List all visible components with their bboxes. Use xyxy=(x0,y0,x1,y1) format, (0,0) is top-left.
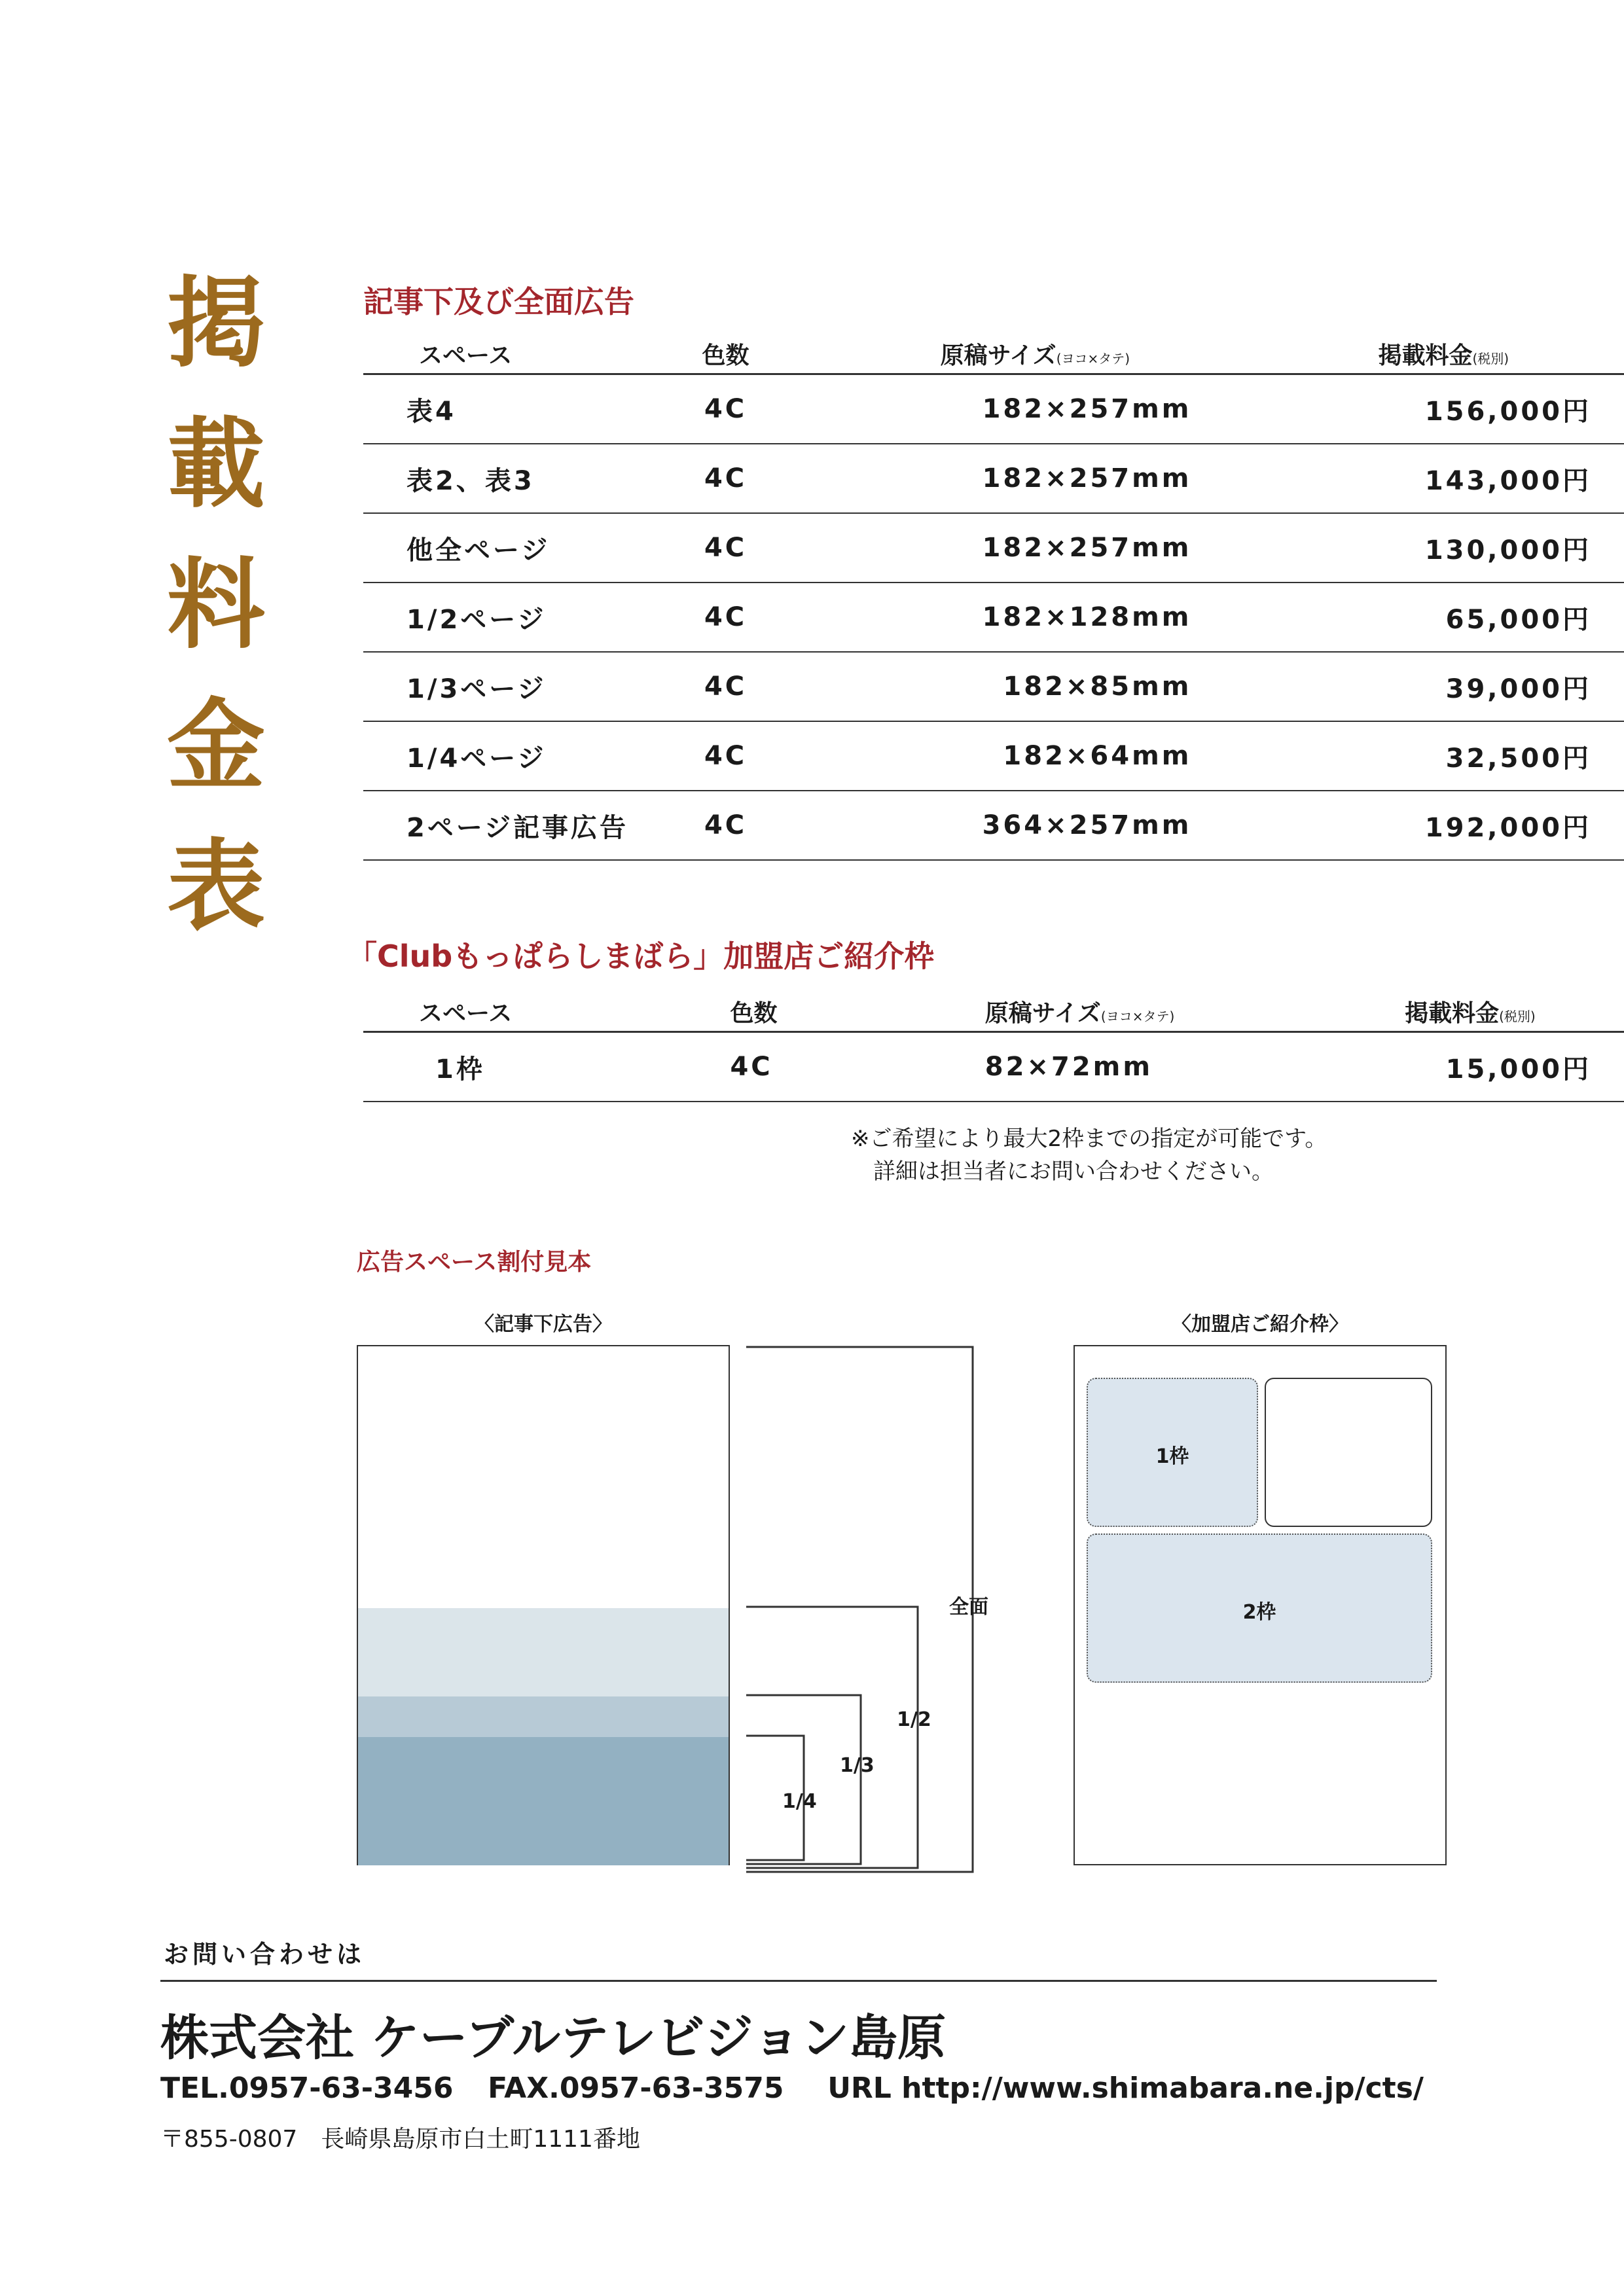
cell-color: 4C xyxy=(672,374,780,444)
table-row xyxy=(363,513,1624,583)
vertical-title xyxy=(151,267,281,978)
label-full: 全面 xyxy=(949,1596,988,1619)
cell-price: 156,000円 xyxy=(1208,374,1624,444)
rates-table-2 xyxy=(363,992,1624,1102)
cell-space: 1枠 xyxy=(363,1032,605,1102)
rates-table-1 xyxy=(363,334,1624,861)
right-caption: 〈加盟店ご紹介枠〉 xyxy=(1172,1313,1348,1336)
slot-1-label: 1枠 xyxy=(1155,1445,1189,1468)
cell-color: 4C xyxy=(672,444,780,513)
cell-size: 82×72mm xyxy=(825,1032,1235,1102)
cell-color: 4C xyxy=(672,791,780,860)
cell-size: 182×64mm xyxy=(780,721,1208,791)
divider xyxy=(160,1980,1437,1982)
cell-price: 65,000円 xyxy=(1208,583,1624,652)
table-row xyxy=(363,1032,1624,1102)
cell-price: 39,000円 xyxy=(1208,652,1624,721)
bracket-lines xyxy=(746,1342,982,1878)
header-price: 掲載料金(税別) xyxy=(1378,342,1509,369)
cell-size: 182×257mm xyxy=(780,513,1208,583)
section2-title: 「Clubもっぱらしまばら」加盟店ご紹介枠 xyxy=(347,939,935,974)
note-line: 詳細は担当者にお問い合わせください。 xyxy=(873,1158,1274,1185)
company-name: 株式会社 ケーブルテレビジョン島原 xyxy=(160,2010,947,2066)
cell-space: 1/2ページ xyxy=(363,583,672,652)
page-diagram xyxy=(357,1345,730,1865)
cell-size: 182×257mm xyxy=(780,444,1208,513)
contact-label: お問い合わせは xyxy=(164,1940,366,1969)
cell-color: 4C xyxy=(672,513,780,583)
cell-space: 1/3ページ xyxy=(363,652,672,721)
header-color: 色数 xyxy=(730,999,778,1027)
label-third: 1/3 xyxy=(840,1754,875,1777)
header-space: スペース xyxy=(419,342,513,369)
header-size: 原稿サイズ(ヨコ×タテ) xyxy=(984,999,1175,1027)
table-row xyxy=(363,374,1624,444)
diagram-title: 広告スペース割付見本 xyxy=(357,1249,592,1276)
header-size: 原稿サイズ(ヨコ×タテ) xyxy=(940,342,1130,369)
url-link[interactable]: URL http://www.shimabara.ne.jp/cts/ xyxy=(827,2072,1424,2105)
table-row xyxy=(363,652,1624,721)
cell-color: 4C xyxy=(605,1032,824,1102)
cell-space: 他全ページ xyxy=(363,513,672,583)
cell-size: 182×85mm xyxy=(780,652,1208,721)
title-char: 表 xyxy=(166,830,265,944)
note-line: ※ご希望により最大2枠までの指定が可能です。 xyxy=(851,1126,1327,1152)
member-slot-diagram xyxy=(1074,1345,1447,1865)
table-row xyxy=(363,583,1624,652)
cell-price: 130,000円 xyxy=(1208,513,1624,583)
header-space: スペース xyxy=(419,999,513,1027)
cell-price: 32,500円 xyxy=(1208,721,1624,791)
table-row xyxy=(363,721,1624,791)
section1-title: 記事下及び全面広告 xyxy=(363,284,634,319)
cell-size: 364×257mm xyxy=(780,791,1208,860)
tel: TEL.0957-63-3456 xyxy=(160,2072,454,2105)
table-row xyxy=(363,791,1624,860)
cell-size: 182×257mm xyxy=(780,374,1208,444)
notes xyxy=(851,1122,1466,1188)
slot-empty xyxy=(1265,1378,1432,1527)
table-header-row xyxy=(363,334,1624,374)
cell-space: 1/4ページ xyxy=(363,721,672,791)
label-half: 1/2 xyxy=(897,1708,931,1731)
slot-1 xyxy=(1087,1378,1258,1527)
cell-size: 182×128mm xyxy=(780,583,1208,652)
title-char: 料 xyxy=(166,548,265,662)
left-caption: 〈記事下広告〉 xyxy=(475,1313,612,1336)
cell-color: 4C xyxy=(672,583,780,652)
title-char: 載 xyxy=(166,408,265,522)
cell-color: 4C xyxy=(672,652,780,721)
cell-space: 2ページ記事広告 xyxy=(363,791,672,860)
cell-price: 192,000円 xyxy=(1208,791,1624,860)
table-header-row xyxy=(363,992,1624,1032)
contact-line xyxy=(160,2072,1424,2105)
label-quarter: 1/4 xyxy=(782,1790,817,1813)
header-color: 色数 xyxy=(702,342,749,369)
slot-2 xyxy=(1087,1534,1432,1683)
address: 〒855-0807 長崎県島原市白土町1111番地 xyxy=(160,2126,640,2153)
cell-price: 143,000円 xyxy=(1208,444,1624,513)
slot-2-label: 2枠 xyxy=(1242,1601,1276,1624)
cell-space: 表2、表3 xyxy=(363,444,672,513)
title-char: 金 xyxy=(166,689,265,803)
band-quarter xyxy=(358,1737,729,1865)
header-price: 掲載料金(税別) xyxy=(1405,999,1536,1027)
cell-color: 4C xyxy=(672,721,780,791)
cell-space: 表4 xyxy=(363,374,672,444)
title-char: 掲 xyxy=(166,267,265,381)
fax: FAX.0957-63-3575 xyxy=(488,2072,784,2105)
table-row xyxy=(363,444,1624,513)
cell-price: 15,000円 xyxy=(1235,1032,1624,1102)
